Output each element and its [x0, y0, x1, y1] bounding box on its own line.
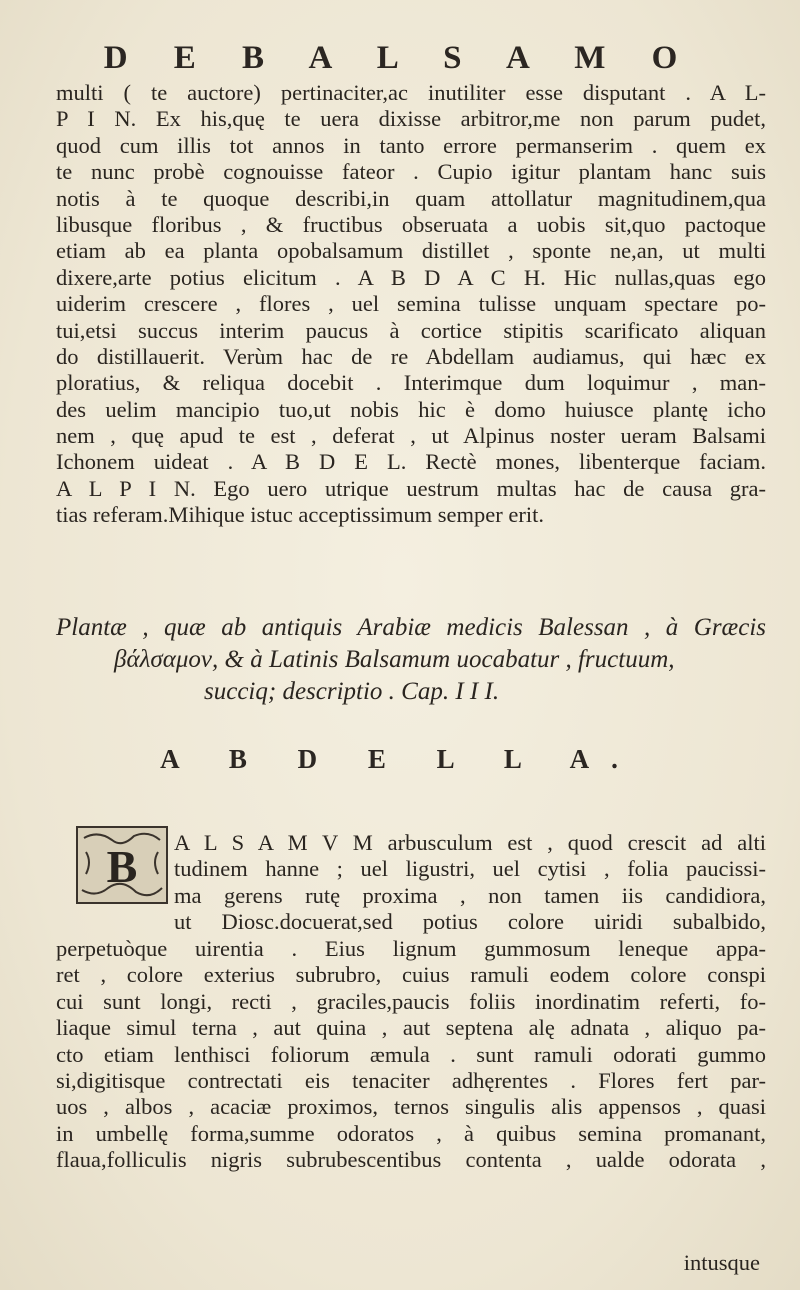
text-line: tui,etsi succus interim paucus à cortice stipitis scarificato aliquan [56, 317, 766, 343]
chapter-heading-line: Plantæ , quæ ab antiquis Arabiæ medicis Balessan , à Græcis [56, 614, 766, 641]
text-line: si,digitisque contrectati eis tenaciter adhęrentes . Flores fert par- [56, 1067, 766, 1093]
text-line: flaua,folliculis nigris subrubescentibus contenta , ualde odorata , [56, 1147, 766, 1173]
text-line: in umbellę forma,summe odoratos , à quibus semina promanant, [56, 1120, 766, 1146]
text-line: etiam ab ea planta opobalsamum distillet , sponte ne,an, ut multi [56, 238, 766, 264]
speaker-name: A B D E L L A. [160, 744, 640, 774]
text-line: quod cum illis tot annos in tanto errore permanserim . quem ex [56, 132, 766, 158]
text-line: libusque floribus , & fructibus obseruata a uobis sit,quo pactoque [56, 211, 766, 237]
text-line: Ichonem uideat . A B D E L. Rectè mones, libenterque faciam. [56, 449, 766, 475]
drop-cap-lines [174, 830, 766, 936]
running-head: D E B A L S A M O [103, 40, 697, 76]
svg-text:B: B [106, 841, 138, 892]
paragraph-dialogue [56, 80, 766, 529]
text-line: ploratius, & reliqua docebit . Interimque dum loquimur , man- [56, 370, 766, 396]
text-line: liaque simul terna , aut quina , aut septena alę adnata , aliquo pa- [56, 1015, 766, 1041]
catchword: intusque [683, 1250, 760, 1275]
text-line: uiderim crescere , flores , uel semina tulisse unquam spectare po- [56, 291, 766, 317]
paragraph-description [56, 936, 766, 1174]
text-line: multi ( te auctore) pertinaciter,ac inutiliter esse disputant . A L- [56, 80, 766, 105]
text-line: cui sunt longi, recti , graciles,paucis foliis inordinatim referti, fo- [56, 988, 766, 1014]
text-line: A L S A M V M arbusculum est , quod crescit ad alti [174, 830, 766, 855]
decorated-initial-b [76, 826, 168, 904]
text-line: tudinem hanne ; uel ligustri, uel cytisi , folia paucissi- [174, 856, 766, 882]
text-line: P I N. Ex his,quę te uera dixisse arbitror,me non parum pudet, [56, 106, 766, 132]
text-line: cto etiam lenthisci foliorum æmula . sunt ramuli odorati gummo [56, 1041, 766, 1067]
text-line: dixere,arte potius elicitum . A B D A C H. Hic nullas,quas ego [56, 264, 766, 290]
text-line: te nunc probè cognouisse fateor . Cupio igitur plantam hanc suis [56, 159, 766, 185]
text-line: perpetuòque uirentia . Eius lignum gummosum leneque appa- [56, 936, 766, 961]
text-line: uos , albos , acaciæ proximos, ternos singulis alis appensos , quasi [56, 1094, 766, 1120]
text-line: nem , quę apud te est , deferat , ut Alpinus noster ueram Balsami [56, 423, 766, 449]
text-line: ut Diosc.docuerat,sed potius colore uiridi subalbido, [174, 909, 766, 935]
text-line: ret , colore exterius subrubro, cuius ramuli eodem colore conspi [56, 962, 766, 988]
decorated-initial-b-icon [78, 828, 166, 902]
text-line: ma gerens rutę proxima , non tamen iis candidiora, [174, 882, 766, 908]
text-line: tias referam.Mihique istuc acceptissimum semper erit. [56, 502, 544, 528]
text-line: do distillauerit. Verùm hac de re Abdellam audiamus, qui hæc ex [56, 343, 766, 369]
text-line: A L P I N. Ego uero utrique uestrum multas hac de causa gra- [56, 475, 766, 501]
chapter-heading-line: βάλσαμον, & à Latinis Balsamum uocabatur , fructuum, [114, 646, 675, 673]
text-line: des uelim mancipio tuo,ut nobis hic è domo huiusce plantę icho [56, 396, 766, 422]
chapter-heading [56, 612, 766, 708]
chapter-heading-line: succiq; descriptio . Cap. I I I. [204, 678, 500, 705]
text-line: notis à te quoque describi,in quam attollatur magnitudinem,qua [56, 185, 766, 211]
